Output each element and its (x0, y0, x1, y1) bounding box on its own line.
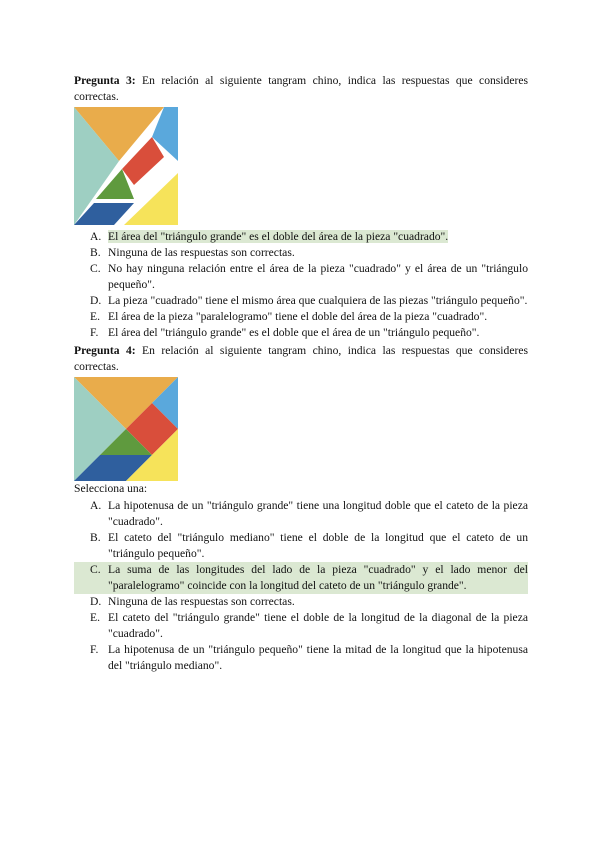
option-text: Ninguna de las respuestas son correctas. (108, 246, 295, 259)
option-text: El área del "triángulo grande" es el doble que el área de un "triángulo pequeño". (108, 326, 480, 339)
option-text: La hipotenusa de un "triángulo pequeño" tiene la mitad de la longitud que la hipotenusa del "triángulo mediano". (108, 643, 528, 672)
question-3-label: Pregunta 3: (74, 74, 136, 87)
option-4f[interactable] (74, 642, 528, 674)
option-text: No hay ninguna relación entre el área de la pieza "cuadrado" y el área de un "triángulo pequeño". (108, 262, 528, 291)
option-3b[interactable] (74, 245, 528, 261)
tangram-image-4 (74, 377, 178, 481)
option-letter: C. (90, 563, 101, 576)
option-text: La pieza "cuadrado" tiene el mismo área que cualquiera de las piezas "triángulo pequeño". (108, 294, 528, 307)
option-4c[interactable] (74, 562, 528, 594)
option-text: El cateto del "triángulo grande" tiene el doble de la longitud de la diagonal de la pieza "cuadrado". (108, 611, 528, 640)
option-text: Ninguna de las respuestas son correctas. (108, 595, 295, 608)
option-text: La suma de las longitudes del lado de la pieza "cuadrado" y el lado menor del "paralelogramo" coincide con la longitud del cateto de un "triángulo grande". (108, 563, 528, 592)
option-letter: D. (90, 294, 102, 307)
option-text: El cateto del "triángulo mediano" tiene el doble de la longitud que el cateto de un "triángulo pequeño". (108, 531, 528, 560)
option-text: La hipotenusa de un "triángulo grande" tiene una longitud doble que el cateto de la pieza "cuadrado". (108, 499, 528, 528)
option-3e[interactable] (74, 309, 528, 325)
question-4-header (74, 343, 528, 375)
option-4a[interactable] (74, 498, 528, 530)
option-3a[interactable] (74, 229, 528, 245)
question-4-prompt: En relación al siguiente tangram chino, indica las respuestas que consideres correctas. (74, 344, 528, 373)
option-letter: E. (90, 611, 100, 624)
option-letter: D. (90, 595, 102, 608)
question-4-subprompt: Selecciona una: (74, 482, 148, 495)
option-letter: E. (90, 310, 100, 323)
option-3f[interactable] (74, 325, 528, 341)
question-4-options (74, 498, 528, 674)
option-4d[interactable] (74, 594, 528, 610)
option-text: El área de la pieza "paralelogramo" tiene el doble del área de la pieza "cuadrado". (108, 310, 488, 323)
question-3-options (74, 229, 528, 341)
option-letter: C. (90, 262, 101, 275)
question-4 (74, 343, 528, 674)
question-3-prompt: En relación al siguiente tangram chino, indica las respuestas que consideres correctas. (74, 74, 528, 103)
question-3 (74, 73, 528, 341)
option-4e[interactable] (74, 610, 528, 642)
option-letter: B. (90, 246, 101, 259)
option-letter: B. (90, 531, 101, 544)
option-text: El área del "triángulo grande" es el doble del área de la pieza "cuadrado". (108, 230, 449, 243)
option-letter: F. (90, 643, 99, 656)
option-4b[interactable] (74, 530, 528, 562)
tangram-image-3 (74, 107, 178, 225)
question-4-label: Pregunta 4: (74, 344, 136, 357)
question-3-header (74, 73, 528, 105)
option-letter: A. (90, 230, 102, 243)
option-letter: A. (90, 499, 102, 512)
option-letter: F. (90, 326, 99, 339)
option-3c[interactable] (74, 261, 528, 293)
option-3d[interactable] (74, 293, 528, 309)
